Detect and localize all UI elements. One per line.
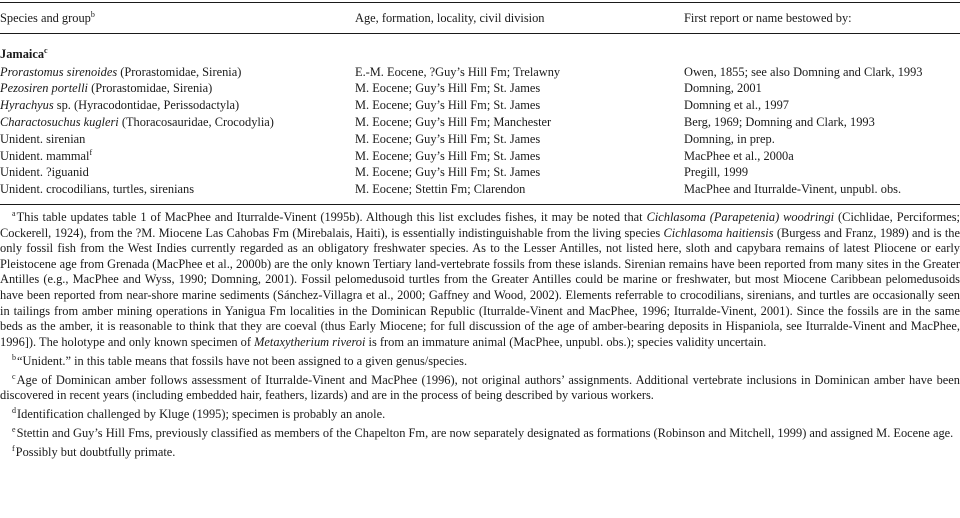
table-row xyxy=(0,165,960,181)
column-header-report: First report or name bestowed by: xyxy=(684,11,852,25)
species-cell: Prorastomus sirenoides (Prorastomidae, Sirenia) xyxy=(0,65,242,79)
age-cell: E.-M. Eocene, ?Guy’s Hill Fm; Trelawny xyxy=(355,65,561,79)
table-bottom-rule xyxy=(0,204,960,205)
species-cell: Pezosiren portelli (Prorastomidae, Sirenia) xyxy=(0,81,213,95)
top-rule xyxy=(0,2,960,3)
group-heading-jamaica: Jamaica$^c$ xyxy=(0,46,48,61)
table-row xyxy=(0,115,960,131)
footnote-d: $^d$Identification challenged by Kluge (1995); specimen is probably an anole. xyxy=(12,406,386,422)
age-cell: M. Eocene; Guy’s Hill Fm; Manchester xyxy=(355,115,552,129)
table-row xyxy=(0,149,960,165)
footnote-a: $^a$This table updates table 1 of MacPhee and Iturralde-Vinent (1995b). Although this list excludes fishes, it may be noted that Cichlasoma (Parapetenia) woodringi (Cichlidae, Perciformes; Cockerell, 1924), from the ?M. Miocene Las Cahobas Fm (Mirebalais, Haiti), is essentially indistinguishable from the living species Cichlasoma haitiensis (Burgess and Franz, 1989) and is the only fossil fish from the West Indies currently regarded as an obligatory freshwater species. As to the Lesser Antilles, not listed here, sloth and capybara remains of latest Pliocene or early Pleistocene age from Grenada (MacPhee et al., 2000b) are the only known Tertiary land-vertebrate fossils from these islands. Sirenian remains have been reported from many sites in the Greater Antilles (e.g., MacPhee and Wyss, 1990; Domning, 2001). Fossil pelomedusoid turtles from the Greater Antilles could be marine or freshwater, but most Miocene Caribbean pelomedusoids have been reported from near-shore marine sediments (Sánchez-Villagra et al., 2000; Gaffney and Wood, 2002). Elements referrable to crocodilians, sirenians, and turtles are occasionally seen in tailings from amber mining operations in Yanigua Fm localities in the Dominican Republic (Iturralde-Vinent and MacPhee, 1996; Iturralde-Vinent, 2001). Since the fossils are in the same beds as the amber, it is reasonable to think that they are coeval (thus Early Miocene; for full discussion of the age of amber-bearing deposits in Hispaniola, see Iturralde-Vinent and MacPhee, 1996]). The holotype and only known specimen of Metaxytherium riveroi is from an immature animal (MacPhee, unpubl. obs.); species validity uncertain. xyxy=(0,209,960,349)
table-row xyxy=(0,182,960,198)
age-cell: M. Eocene; Guy’s Hill Fm; St. James xyxy=(355,81,541,95)
species-cell: Charactosuchus kugleri (Thoracosauridae, Crocodylia) xyxy=(0,115,274,129)
column-header-species: Species and group$^b$ xyxy=(0,10,95,25)
report-cell: MacPhee and Iturralde-Vinent, unpubl. obs. xyxy=(684,182,902,196)
age-cell: M. Eocene; Guy’s Hill Fm; St. James xyxy=(355,98,541,112)
age-cell: M. Eocene; Guy’s Hill Fm; St. James xyxy=(355,149,541,163)
age-cell: M. Eocene; Guy’s Hill Fm; St. James xyxy=(355,165,541,179)
report-cell: Domning, in prep. xyxy=(684,132,775,146)
report-cell: Berg, 1969; Domning and Clark, 1993 xyxy=(684,115,875,129)
species-cell: Unident. ?iguanid xyxy=(0,165,89,179)
species-cell: Unident. mammal$^f$ xyxy=(0,148,93,163)
footnote-e: $^e$Stettin and Guy’s Hill Fms, previously classified as members of the Chapelton Fm, are now separately designated as formations (Robinson and Mitchell, 1999) and assigned M. Eocene age. xyxy=(12,425,954,441)
column-header-age: Age, formation, locality, civil division xyxy=(355,11,545,25)
table-row xyxy=(0,132,960,148)
species-cell: Unident. crocodilians, turtles, sirenians xyxy=(0,182,195,196)
table-row xyxy=(0,65,960,81)
table-row xyxy=(0,81,960,97)
age-cell: M. Eocene; Guy’s Hill Fm; St. James xyxy=(355,132,541,146)
report-cell: Pregill, 1999 xyxy=(684,165,749,179)
report-cell: Domning, 2001 xyxy=(684,81,762,95)
footnote-b: $^b$“Unident.” in this table means that fossils have not been assigned to a given genus/species. xyxy=(12,352,468,368)
report-cell: MacPhee et al., 2000a xyxy=(684,149,794,163)
report-cell: Domning et al., 1997 xyxy=(684,98,789,112)
age-cell: M. Eocene; Stettin Fm; Clarendon xyxy=(355,182,526,196)
footnote-c: $^c$Age of Dominican amber follows assessment of Iturralde-Vinent and MacPhee (1996), not original authors’ assignments. Additional vertebrate inclusions in Dominican amber have been discovered in recent years (including embedded hair, feathers, lizards) and are in the process of being described by various workers. xyxy=(0,371,960,403)
species-cell: Unident. sirenian xyxy=(0,132,86,146)
table-row xyxy=(0,98,960,114)
footnote-f: $^f$Possibly but doubtfully primate. xyxy=(12,444,176,460)
species-cell: Hyrachyus sp. (Hyracodontidae, Perissodactyla) xyxy=(0,98,240,112)
footnotes xyxy=(0,210,960,464)
header-rule xyxy=(0,33,960,34)
report-cell: Owen, 1855; see also Domning and Clark, 1993 xyxy=(684,65,923,79)
